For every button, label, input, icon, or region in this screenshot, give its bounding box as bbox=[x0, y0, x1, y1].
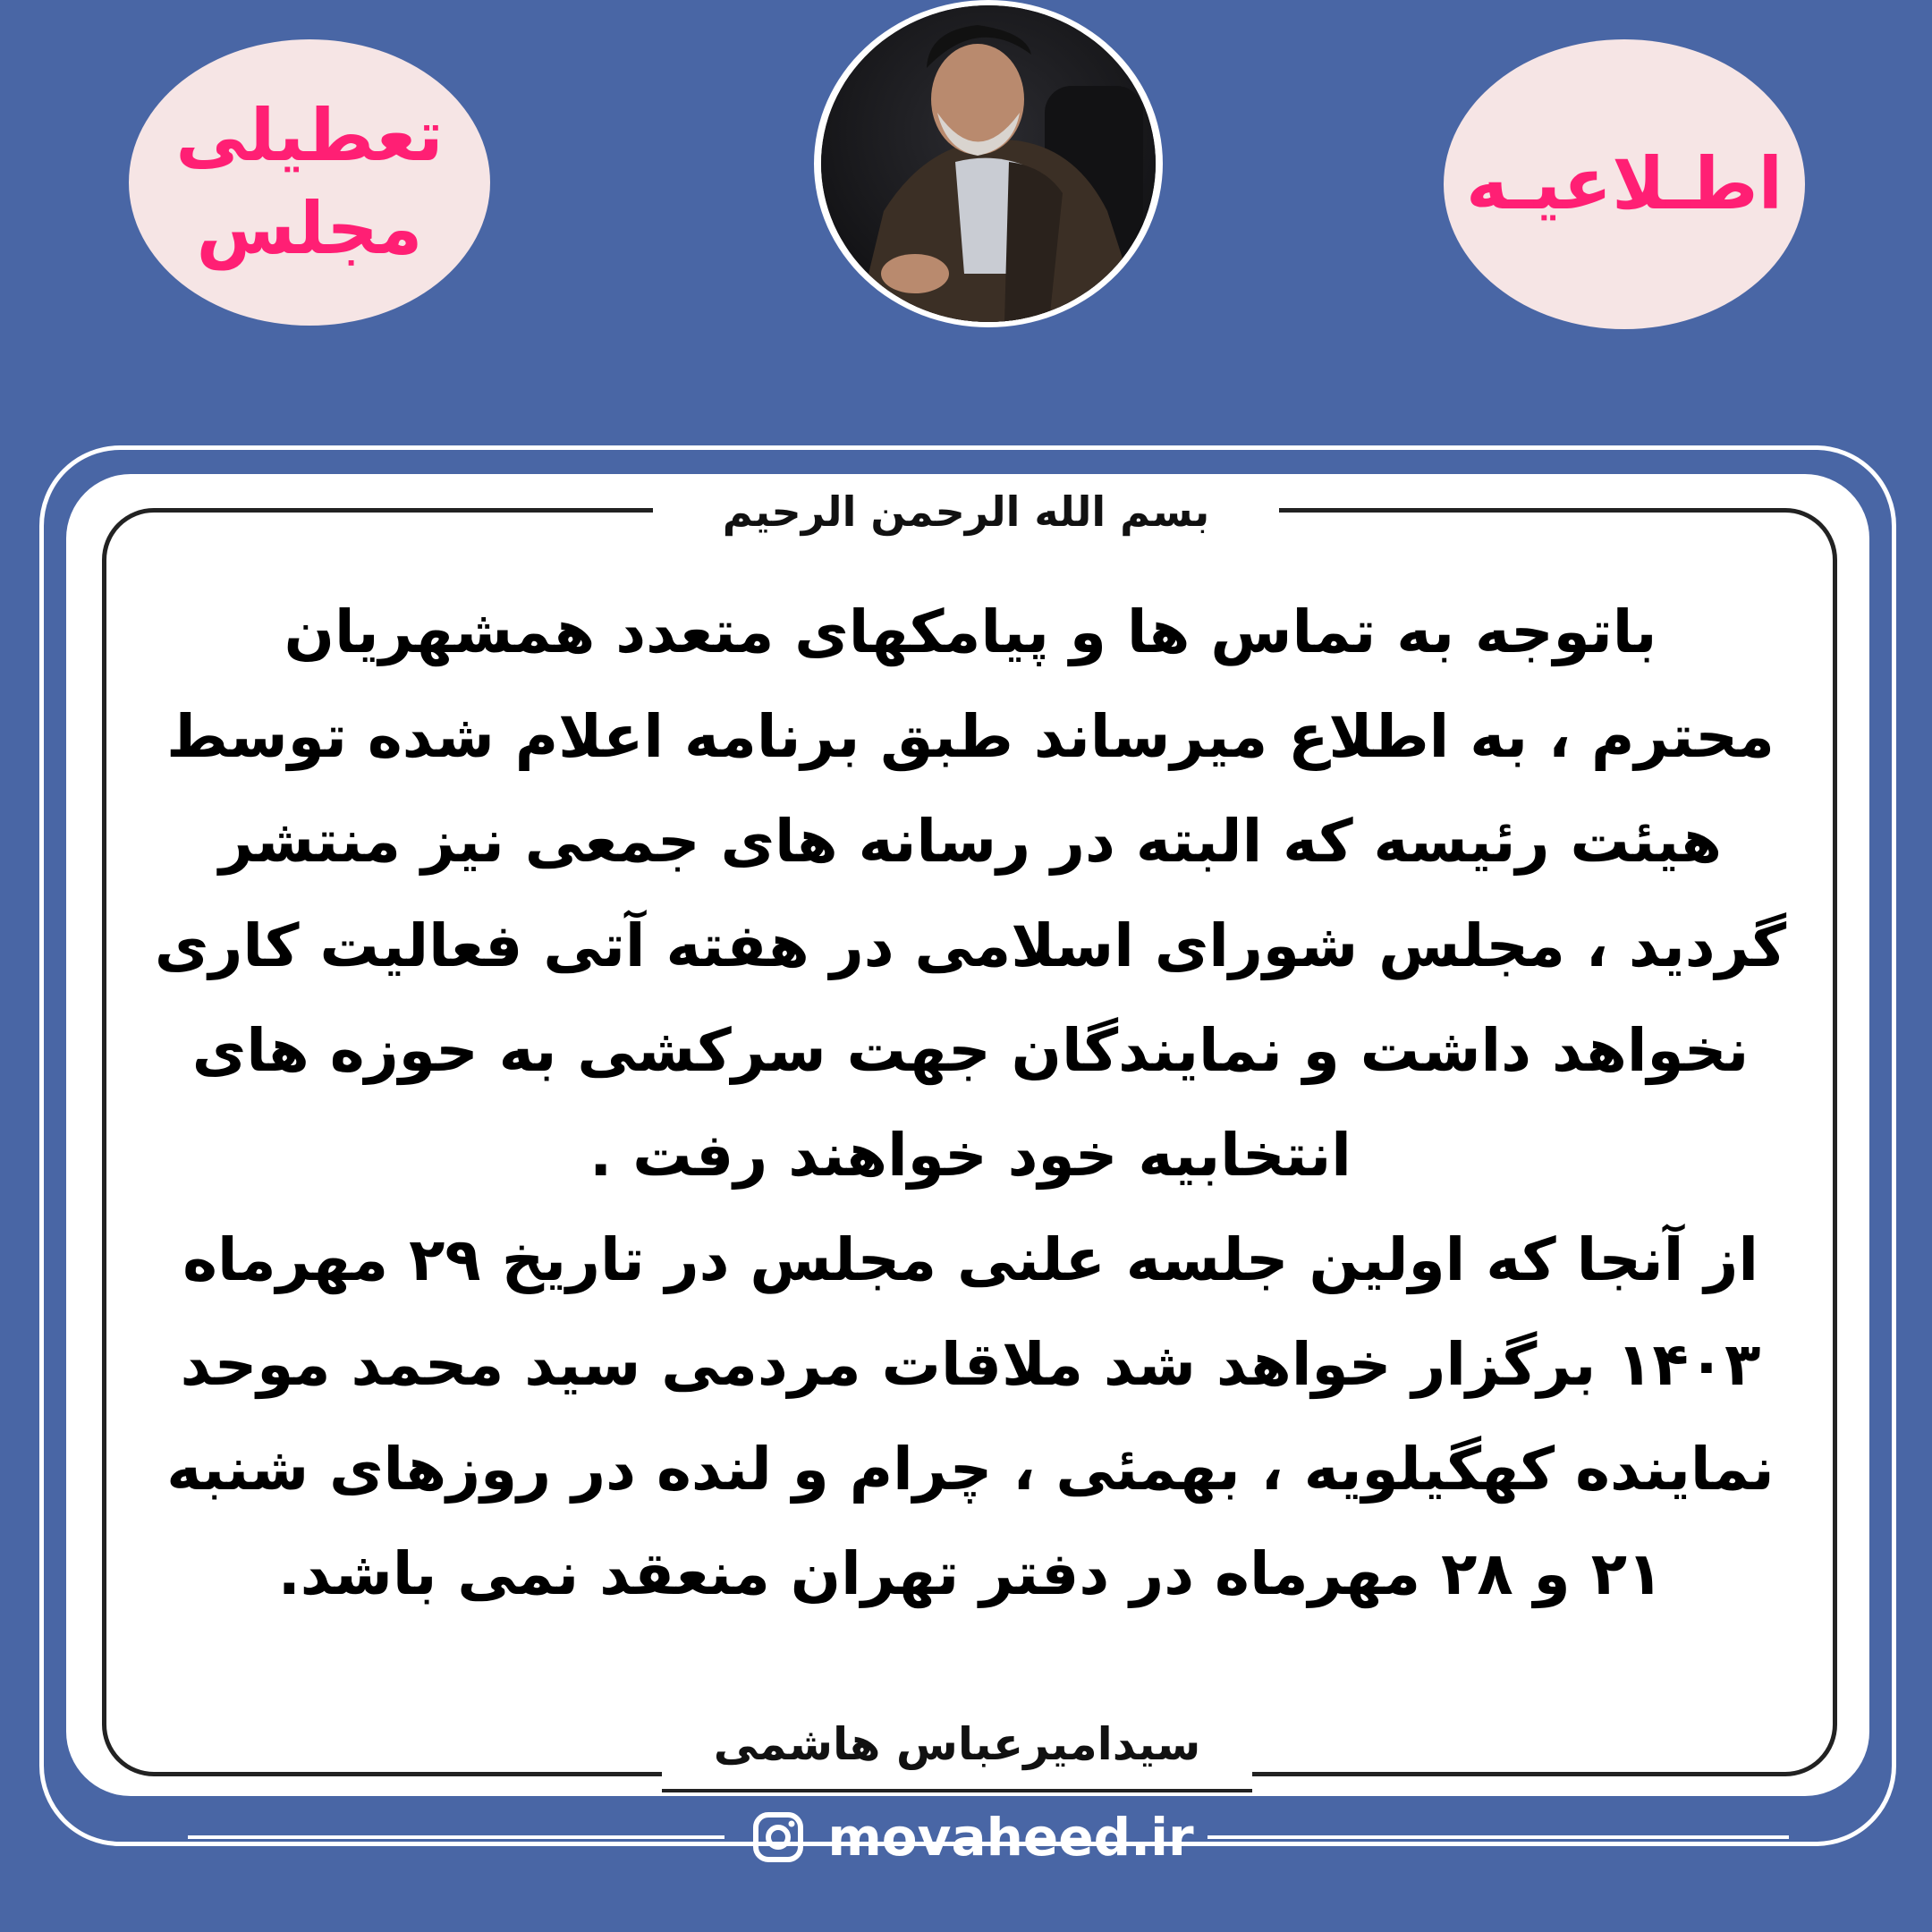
body-line: باتوجه به تماس ها و پیامکهای متعدد همشهریان bbox=[284, 597, 1657, 666]
body-line: نماینده کهگیلویه ، بهمئی ، چرام و لنده در روزهای شنبه bbox=[166, 1435, 1775, 1504]
badge-left-line-2: مجلس bbox=[196, 187, 423, 270]
body-line: گردید ، مجلس شورای اسلامی در هفته آتی فعالیت کاری bbox=[154, 911, 1787, 980]
badge-announcement bbox=[1444, 39, 1805, 329]
body-line: ۲۱ و ۲۸ مهرماه در دفتر تهران منعقد نمی باشد. bbox=[277, 1539, 1664, 1608]
body-line: محترم ، به اطلاع میرساند طبق برنامه اعلام شده توسط bbox=[166, 702, 1775, 771]
basmala-heading: بسم الله الرحمن الرحیم bbox=[653, 476, 1279, 547]
announcement-body bbox=[134, 580, 1807, 1626]
footer-divider-right bbox=[1208, 1835, 1789, 1839]
body-line: نخواهد داشت و نمایندگان جهت سرکشی به حوزه های bbox=[191, 1016, 1750, 1085]
body-line: هیئت رئیسه که البته در رسانه های جمعی نیز منتشر bbox=[219, 807, 1722, 876]
portrait-photo bbox=[814, 0, 1163, 327]
body-line: انتخابیه خود خواهند رفت . bbox=[589, 1121, 1352, 1190]
website-link[interactable]: movaheed.ir bbox=[827, 1807, 1194, 1868]
portrait-image bbox=[821, 5, 1156, 322]
body-line: از آنجا که اولین جلسه علنی مجلس در تاریخ ۲۹ مهرماه bbox=[182, 1225, 1758, 1294]
instagram-icon bbox=[752, 1811, 804, 1863]
body-line: ۱۴۰۳ برگزار خواهد شد ملاقات مردمی سید محمد موحد bbox=[180, 1330, 1761, 1399]
signature: سیدامیرعباس هاشمی bbox=[662, 1708, 1252, 1792]
footer-divider-left bbox=[188, 1835, 724, 1839]
badge-right-text: اطـلاعیـه bbox=[1465, 142, 1784, 225]
badge-majlis-closure bbox=[129, 39, 490, 326]
badge-left-line-1: تعطیلی bbox=[175, 94, 444, 177]
footer bbox=[750, 1800, 1197, 1875]
